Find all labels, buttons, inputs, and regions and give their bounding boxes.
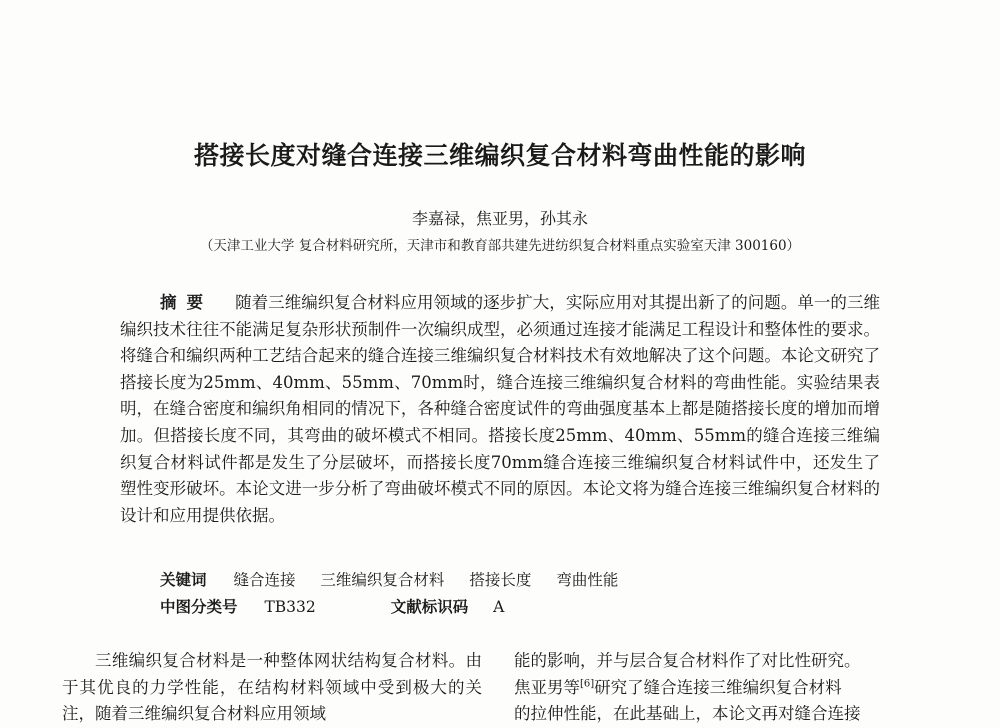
abstract-text: 随着三维编织复合材料应用领域的逐步扩大，实际应用对其提出新了的问题。单一的三维编织技术往往不能满足复杂形状预制件一次编织成型，必须通过连接才能满足工程设计和整体性的要求。将缝合和编织两种工艺结合起来的缝合连接三维编织复合材料技术有效地解决了这个问题。本论文研究了搭接长度为25mm、40mm、55mm、70mm时，缝合连接三维编织复合材料的弯曲性能。实验结果表明，在缝合密度和编织角相同的情况下，各种缝合密度试件的弯曲强度基本上都是随搭接长度的增加而增加。但搭接长度不同，其弯曲的破坏模式不相同。搭接长度25mm、40mm、55mm的缝合连接三维编织复合材料试件都是发生了分层破坏，而搭接长度70mm缝合连接三维编织复合材料试件中，还发生了塑性变形破坏。本论文进一步分析了弯曲破坏模式不同的原因。本论文将为缝合连接三维编织复合材料的设计和应用提供依据。	[120, 293, 881, 525]
keyword-item: 缝合连接	[233, 571, 296, 589]
keywords-row	[160, 568, 638, 590]
paper-title: 搭接长度对缝合连接三维编织复合材料弯曲性能的影响	[193, 141, 806, 170]
classification-value: TB332	[264, 598, 316, 616]
document-code-value: A	[493, 598, 505, 616]
citation-ref: [6]	[580, 678, 595, 689]
body-right-line: 的拉伸性能，在此基础上，本论文再对缝合连接	[514, 704, 861, 723]
abstract-label: 摘要	[160, 293, 214, 312]
body-right-line	[514, 675, 934, 702]
document-code-label: 文献标识码	[390, 598, 469, 616]
keyword-item: 弯曲性能	[556, 571, 619, 589]
keyword-item: 搭接长度	[469, 571, 532, 589]
affiliation: （天津工业大学 复合材料研究所，天津市和教育部共建先进纺织复合材料重点实验室天津 300160）	[199, 238, 801, 254]
body-left-column: 三维编织复合材料是一种整体网状结构复合材料。由于其优良的力学性能，在结构材料领域中受到极大的关注，随着三维编织复合材料应用领域	[62, 651, 482, 723]
keyword-item: 三维编织复合材料	[320, 571, 445, 589]
author-list: 李嘉禄，焦亚男，孙其永	[411, 209, 588, 228]
body-right-text: 焦亚男等	[514, 677, 580, 697]
classification-label: 中图分类号	[160, 598, 238, 616]
body-right-line: 能的影响，并与层合复合材料作了对比性研究。	[514, 651, 861, 670]
classification-row	[160, 595, 504, 617]
body-right-column	[514, 648, 934, 728]
body-right-text: 研究了缝合连接三维编织复合材料	[594, 677, 842, 697]
keywords-label: 关键词	[160, 571, 207, 589]
abstract-block	[120, 290, 880, 529]
